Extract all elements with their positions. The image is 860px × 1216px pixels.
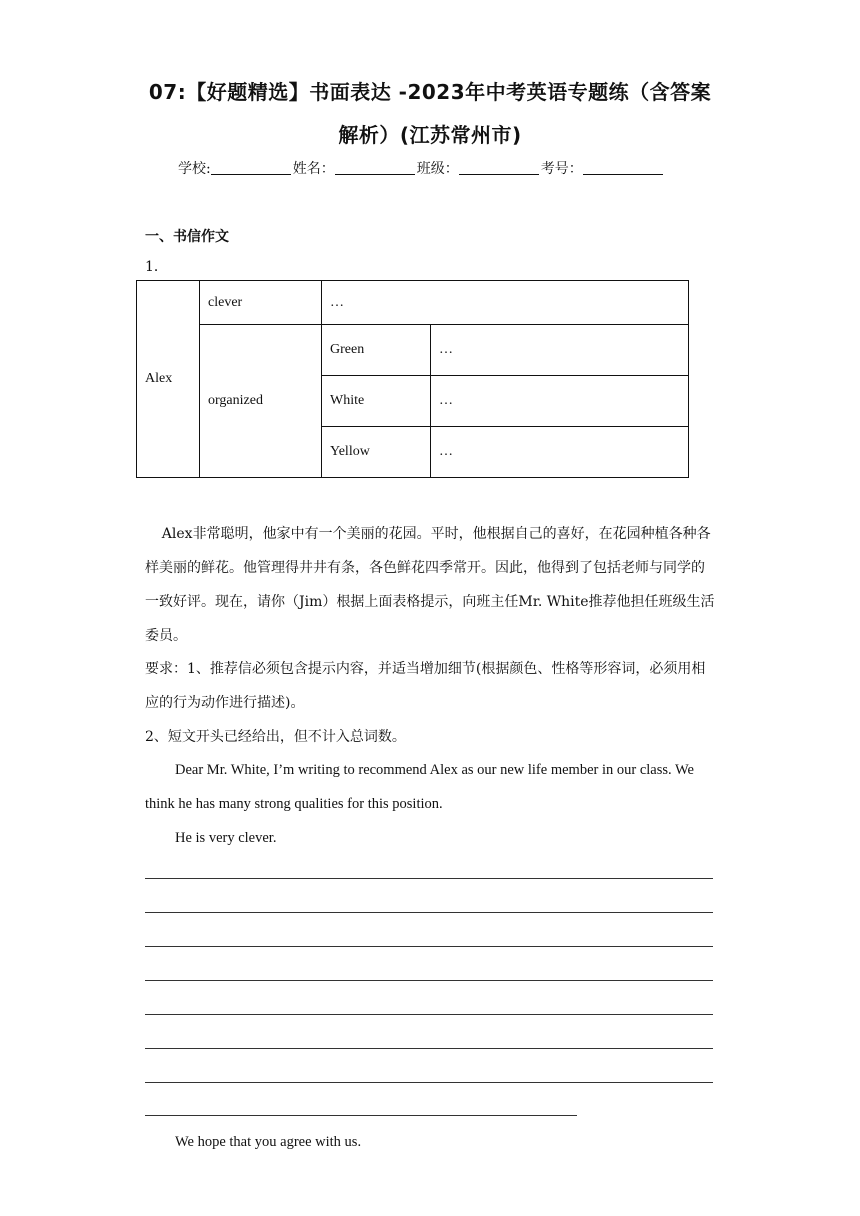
- class-label: 班级：: [416, 161, 459, 177]
- writing-line[interactable]: [145, 1082, 713, 1083]
- table-cell-name: Alex: [137, 281, 200, 478]
- writing-line-last[interactable]: [145, 1115, 577, 1116]
- letter-opening: Dear Mr. White, I’m writing to recommend Alex as our new life member in our class. We think he has many strong qualities for this position.: [145, 762, 694, 812]
- exam-number-blank[interactable]: [583, 160, 663, 175]
- instruction-paragraph: Alex非常聪明，他家中有一个美丽的花园。平时，他根据自己的喜好，在花园种植各种各样美丽的鲜花。他管理得井井有条，各色鲜花四季常开。因此，他得到了包括老师与同学的一致好评。现在，请你（Jim）根据上面表格提示，向班主任Mr. White推荐他担任班级生活委员。: [145, 526, 715, 644]
- table-cell-color-green: Green: [322, 325, 431, 376]
- writing-line[interactable]: [145, 980, 713, 981]
- name-blank[interactable]: [335, 160, 415, 175]
- requirement-2: 2、短文开头已经给出，但不计入总词数。: [145, 729, 406, 745]
- question-number: 1．: [145, 259, 168, 275]
- student-info-row: [178, 158, 665, 178]
- letter-closing: We hope that you agree with us.: [175, 1134, 362, 1150]
- exam-number-label: 考号：: [540, 161, 583, 177]
- table-cell-trait-clever: clever: [200, 281, 322, 325]
- table-cell-yellow-detail: …: [431, 427, 689, 478]
- page-title-line-1: 07:【好题精选】书面表达 -2023年中考英语专题练（含答案: [148, 80, 712, 104]
- table-cell-color-yellow: Yellow: [322, 427, 431, 478]
- section-heading: 一、书信作文: [145, 229, 229, 245]
- table-cell-white-detail: …: [431, 376, 689, 427]
- letter-first-sentence: He is very clever.: [175, 830, 277, 846]
- hint-table: [136, 280, 689, 478]
- writing-line[interactable]: [145, 878, 713, 879]
- writing-line[interactable]: [145, 946, 713, 947]
- writing-line[interactable]: [145, 1048, 713, 1049]
- table-cell-trait-organized: organized: [200, 325, 322, 478]
- class-blank[interactable]: [459, 160, 539, 175]
- table-cell-color-white: White: [322, 376, 431, 427]
- school-label: 学校:: [178, 161, 211, 177]
- writing-line[interactable]: [145, 912, 713, 913]
- table-cell-clever-detail: …: [322, 281, 689, 325]
- writing-line[interactable]: [145, 1014, 713, 1015]
- table-cell-green-detail: …: [431, 325, 689, 376]
- requirement-1: 要求：1、推荐信必须包含提示内容，并适当增加细节(根据颜色、性格等形容词，必须用相应的行为动作进行描述)。: [145, 661, 706, 711]
- name-label: 姓名：: [292, 161, 335, 177]
- page-title-line-2: 解析）(江苏常州市): [338, 123, 522, 147]
- school-blank[interactable]: [211, 160, 291, 175]
